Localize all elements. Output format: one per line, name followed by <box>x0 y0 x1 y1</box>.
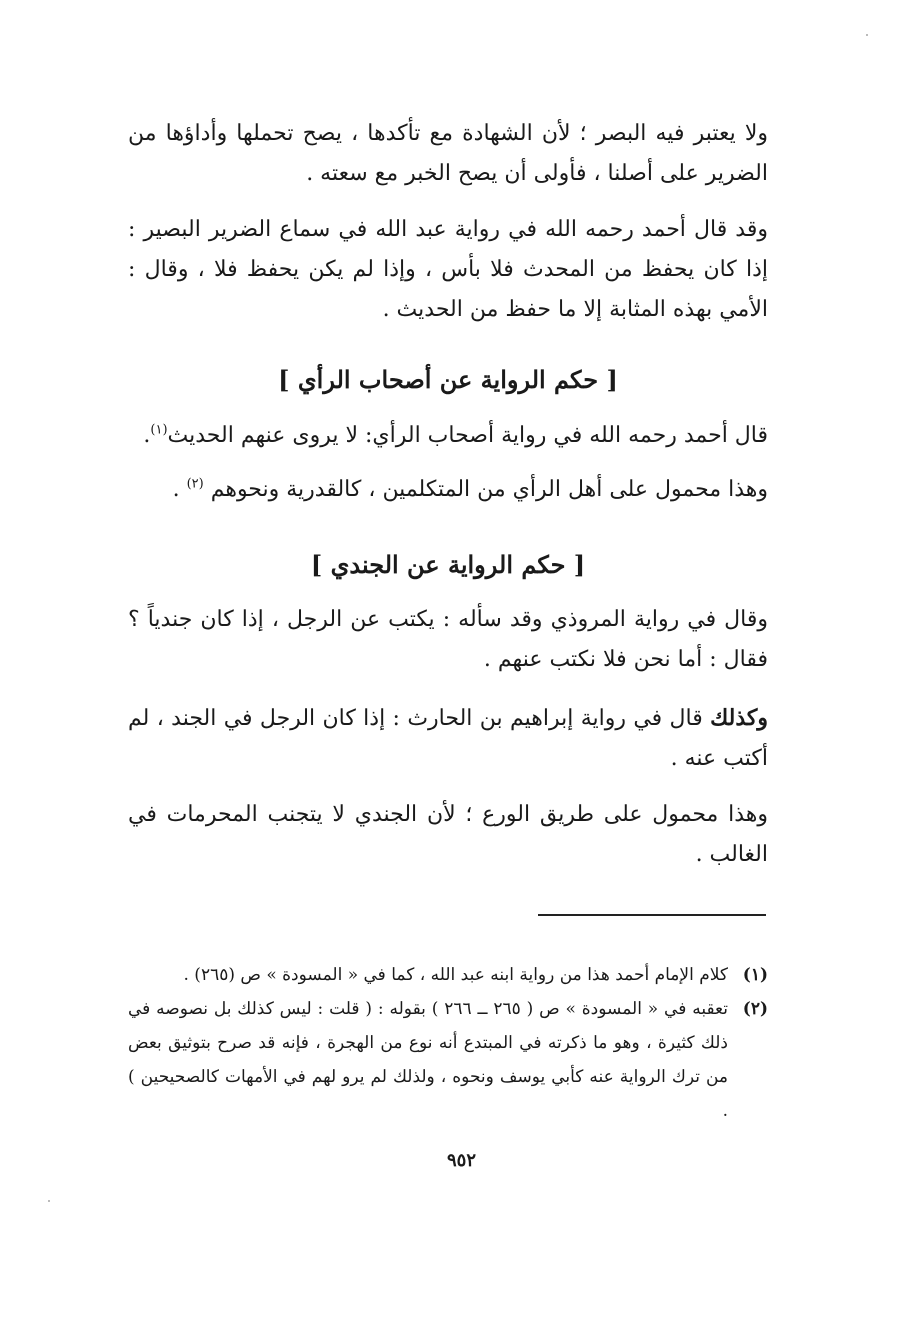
paragraph-text: قال في رواية إبراهيم بن الحارث : إذا كان الرجل في الجند ، لم أكتب عنه . <box>128 706 768 771</box>
footnote-text: تعقبه في « المسودة » ص ( ٢٦٥ ــ ٢٦٦ ) بقوله : ( قلت : ليس كذلك بل نصوصه في ذلك كثيرة ، وهو ما ذكرته في المبتدع أنه نوع من الهجرة ، فإنه قد صرح بتوثيق بعض من ترك الرواية عنه كأبي يوسف ونحوه ، ولذلك لم يرو لهم في الأمهات كالصحيحين ) . <box>128 999 728 1121</box>
footnote-ref-1: (١) <box>150 422 168 438</box>
scan-speck <box>48 1200 50 1202</box>
page-number: ٩٥٢ <box>446 1150 476 1171</box>
heading-opinion-people: [ حكم الرواية عن أصحاب الرأي ] <box>278 365 618 394</box>
paragraph-blind-narrator: ولا يعتبر فيه البصر ؛ لأن الشهادة مع تأكدها ، يصح تحملها وأداؤها من الضرير على أصلنا ، فأولى أن يصح الخبر مع سعته . <box>128 121 768 186</box>
paragraph-piety-interpretation: وهذا محمول على طريق الورع ؛ لأن الجندي لا يتجنب المحرمات في الغالب . <box>128 802 768 867</box>
paragraph-ahmad-on-blind: وقد قال أحمد رحمه الله في رواية عبد الله في سماع الضرير البصير : إذا كان يحفظ من المحدث فلا بأس ، وإذا لم يكن يحفظ فلا ، وقال : الأمي بهذه المثابة إلا ما حفظ من الحديث . <box>128 217 768 322</box>
paragraph-text: قال أحمد رحمه الله في رواية أصحاب الرأي: لا يروى عنهم الحديث <box>167 423 768 448</box>
footnote-ref-2: (٢) <box>186 476 204 492</box>
paragraph-end-mark: . <box>172 477 180 502</box>
footnote-2 <box>128 992 768 1128</box>
footnote-1 <box>128 958 768 992</box>
paragraph-marwazi-narration: وقال في رواية المروذي وقد سأله : يكتب عن الرجل ، إذا كان جندياً ؟ فقال : أما نحن فلا نكتب عنهم . <box>128 607 768 672</box>
footnote-divider <box>538 914 766 916</box>
paragraph-text: وهذا محمول على أهل الرأي من المتكلمين ، كالقدرية ونحوهم <box>210 477 768 502</box>
footnote-number: (٢) <box>742 999 768 1019</box>
paragraph-end-mark: . <box>143 423 151 448</box>
footnote-number: (١) <box>742 965 768 985</box>
paragraph-interpretation-opinion <box>128 470 768 510</box>
scan-speck <box>866 34 868 36</box>
paragraph-ibrahim-narration <box>128 698 768 779</box>
footnote-text: كلام الإمام أحمد هذا من رواية ابنه عبد الله ، كما في « المسودة » ص (٢٦٥) . <box>183 965 728 985</box>
paragraph-ahmad-opinion-people <box>128 416 768 456</box>
heading-soldier: [ حكم الرواية عن الجندي ] <box>310 550 586 579</box>
lead-word: وكذلك <box>710 705 768 731</box>
